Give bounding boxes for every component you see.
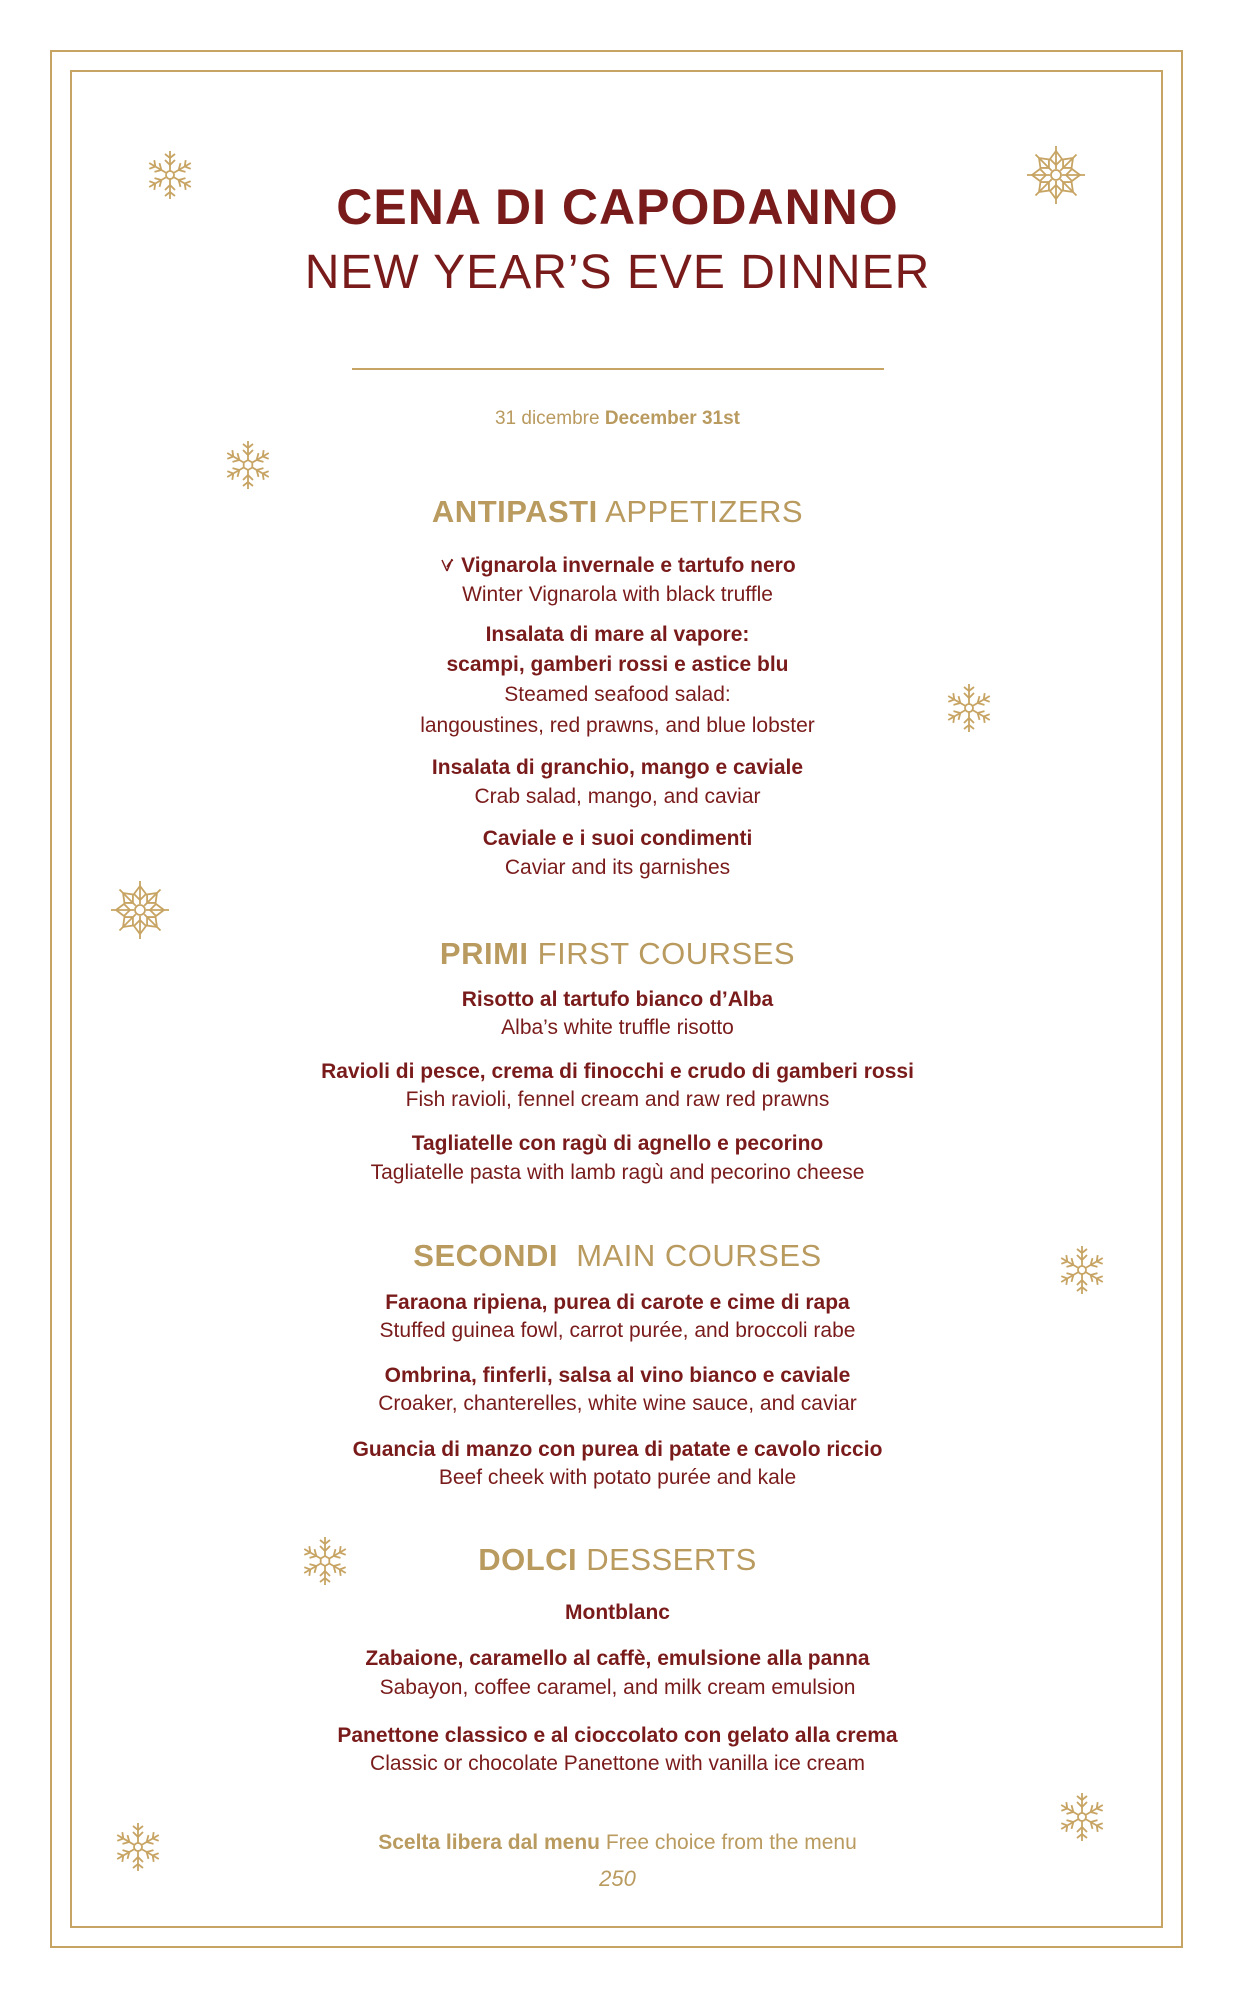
title-italian: CENA DI CAPODANNO xyxy=(336,179,899,235)
dish-description: Beef cheek with potato purée and kale xyxy=(438,1466,797,1489)
vegetarian-leaf-icon xyxy=(439,557,455,573)
menu-note-italian: Scelta libera dal menu xyxy=(378,1831,600,1854)
dish-name: Risotto al tartufo bianco d’Alba xyxy=(461,988,774,1011)
dish-description: Stuffed guinea fowl, carrot purée, and broccoli rabe xyxy=(379,1319,856,1342)
dish-name: Montblanc xyxy=(565,1601,670,1624)
dish-name: Tagliatelle con ragù di agnello e pecorino xyxy=(411,1132,824,1155)
dish-description: Croaker, chanterelles, white wine sauce, and caviar xyxy=(378,1392,857,1415)
dish-name: Vignarola invernale e tartufo nero xyxy=(0,551,1235,581)
snowflake-icon xyxy=(221,438,275,492)
dish-description: Alba’s white truffle risotto xyxy=(501,1016,734,1039)
dish-name: Guancia di manzo con purea di patate e cavolo riccio xyxy=(352,1438,883,1461)
dish-name: Insalata di granchio, mango e caviale xyxy=(431,756,804,779)
section-heading-appetizers: ANTIPASTI APPETIZERS xyxy=(431,494,804,529)
dish-description: langoustines, red prawns, and blue lobster xyxy=(420,714,815,737)
dish-description: Fish ravioli, fennel cream and raw red prawns xyxy=(405,1088,830,1111)
dish-name: Insalata di mare al vapore: xyxy=(485,623,750,646)
dish-name: scampi, gamberi rossi e astice blu xyxy=(446,653,789,676)
dish-name: Caviale e i suoi condimenti xyxy=(482,827,753,850)
menu-note-english: Free choice from the menu xyxy=(605,1831,857,1854)
divider xyxy=(352,368,884,370)
dish-name: Panettone classico e al cioccolato con gelato alla crema xyxy=(337,1724,898,1747)
dish-name: Zabaione, caramello al caffè, emulsione alla panna xyxy=(365,1647,870,1670)
dish-description: Winter Vignarola with black truffle xyxy=(462,583,773,606)
dish-description: Caviar and its garnishes xyxy=(504,856,731,879)
section-heading-main-courses: SECONDI MAIN COURSES xyxy=(413,1238,822,1273)
dish-name: Faraona ripiena, purea di carote e cime di rapa xyxy=(385,1291,850,1314)
title-english: NEW YEAR’S EVE DINNER xyxy=(304,246,931,299)
date-english: December 31st xyxy=(604,408,741,429)
dish-description: Crab salad, mango, and caviar xyxy=(474,785,761,808)
dish-name: Ravioli di pesce, crema di finocchi e crudo di gamberi rossi xyxy=(321,1060,914,1083)
menu-note xyxy=(0,1831,1235,1855)
date-italian: 31 dicembre xyxy=(494,408,600,429)
dish-description: Classic or chocolate Panettone with vanilla ice cream xyxy=(370,1752,865,1775)
dish-description: Tagliatelle pasta with lamb ragù and pecorino cheese xyxy=(370,1161,865,1184)
snowflake-icon xyxy=(108,878,172,942)
dish-description: Steamed seafood salad: xyxy=(504,683,731,706)
price: 250 xyxy=(599,1866,636,1891)
section-heading-desserts: DOLCI DESSERTS xyxy=(478,1542,757,1577)
date xyxy=(0,408,1235,430)
dish-name: Ombrina, finferli, salsa al vino bianco e caviale xyxy=(384,1364,851,1387)
dish-description: Sabayon, coffee caramel, and milk cream emulsion xyxy=(379,1676,856,1699)
section-heading-first-courses: PRIMI FIRST COURSES xyxy=(439,936,796,971)
